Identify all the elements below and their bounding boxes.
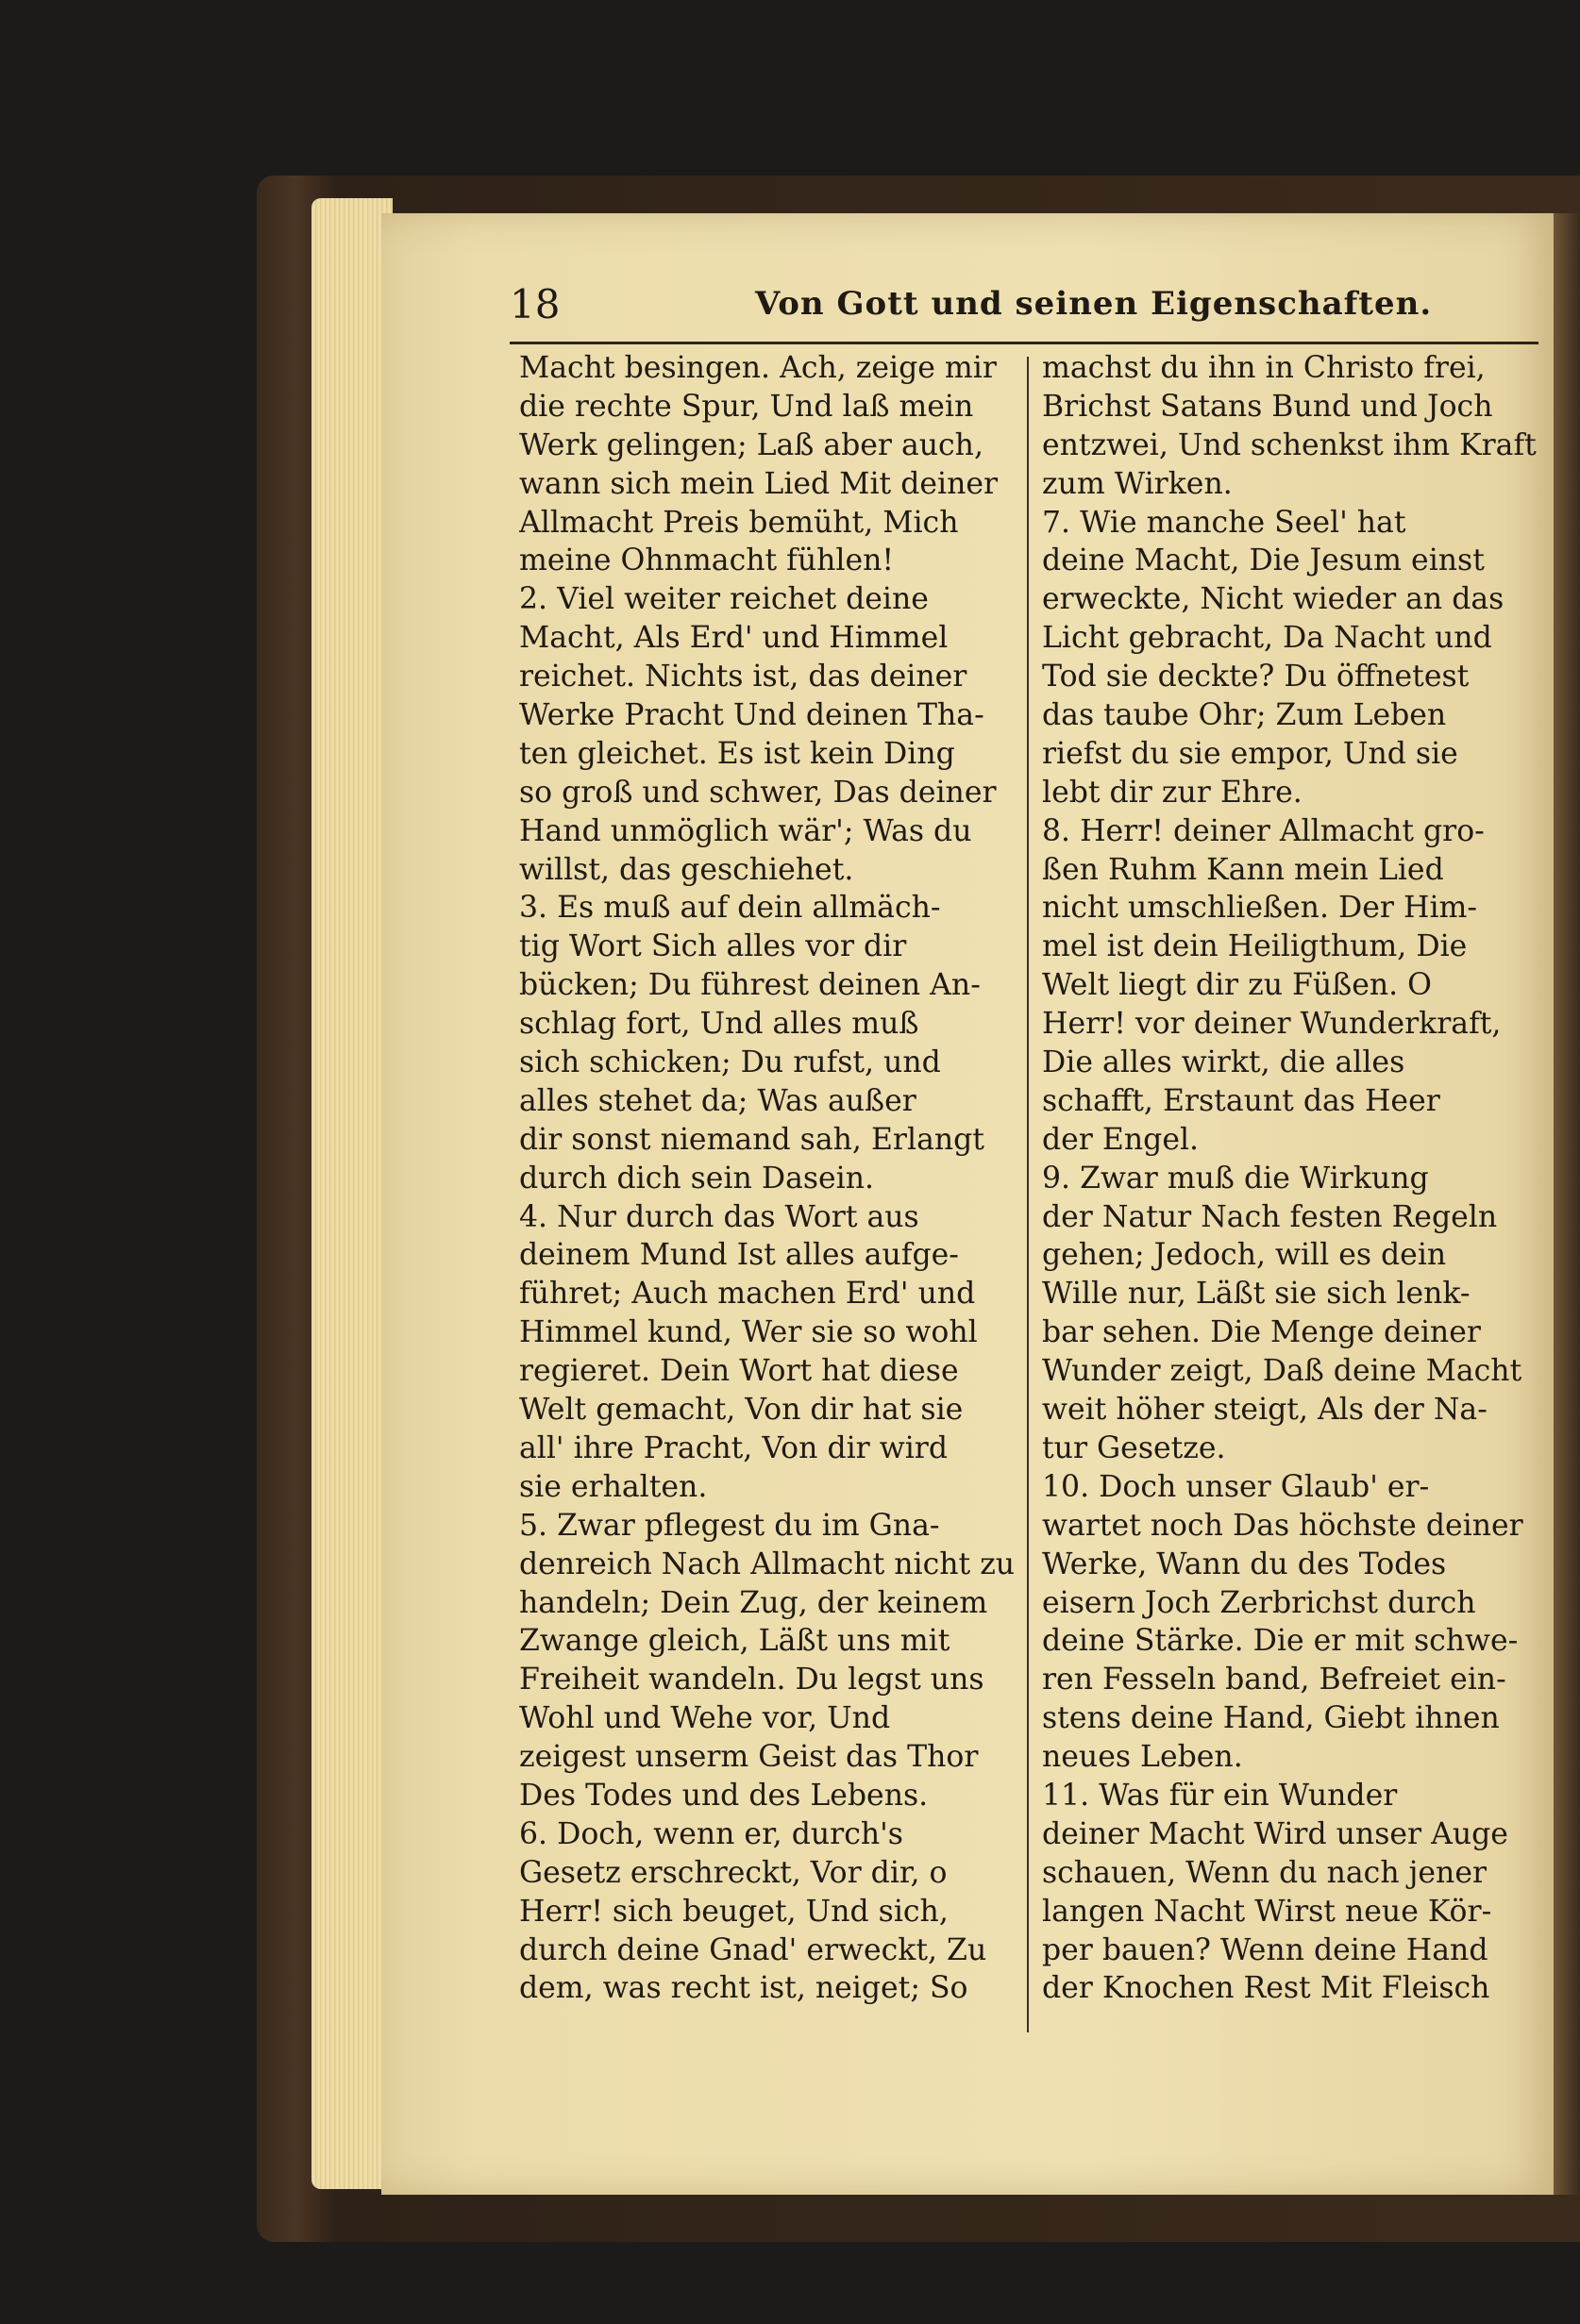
text-line: Wunder zeigt, Daß deine Macht	[1042, 1354, 1522, 1389]
text-line: deiner Macht Wird unser Auge	[1042, 1816, 1508, 1851]
text-line: tig Wort Sich alles vor dir	[519, 929, 907, 964]
text-line: willst, das geschiehet.	[519, 852, 854, 887]
text-line: Die alles wirkt, die alles	[1042, 1045, 1405, 1080]
running-head	[510, 276, 1538, 332]
text-line: 10. Doch unser Glaub' er-	[1042, 1469, 1430, 1504]
text-line: schlag fort, Und alles muß	[519, 1007, 919, 1042]
text-line: zum Wirken.	[1042, 466, 1233, 501]
text-line: Tod sie deckte? Du öffnetest	[1042, 660, 1470, 694]
text-line: neues Leben.	[1042, 1740, 1243, 1775]
text-line: Welt gemacht, Von dir hat sie	[519, 1393, 964, 1428]
right-column	[1042, 349, 1542, 2008]
text-line: der Engel.	[1042, 1122, 1200, 1157]
text-line: riefst du sie empor, Und sie	[1042, 736, 1458, 771]
text-line: per bauen? Wenn deine Hand	[1042, 1932, 1488, 1967]
text-line: sich schicken; Du rufst, und	[519, 1045, 941, 1080]
text-line: Welt liegt dir zu Füßen. O	[1042, 968, 1432, 1003]
text-line: das taube Ohr; Zum Leben	[1042, 698, 1447, 733]
text-line: schauen, Wenn du nach jener	[1042, 1855, 1488, 1890]
text-line: regieret. Dein Wort hat diese	[519, 1354, 959, 1389]
text-line: zeigest unserm Geist das Thor	[519, 1740, 979, 1775]
text-line: Werke Pracht Und deinen Tha-	[519, 698, 984, 733]
text-line: der Natur Nach festen Regeln	[1042, 1199, 1498, 1234]
text-line: ren Fesseln band, Befreiet ein-	[1042, 1663, 1506, 1697]
text-line: deine Macht, Die Jesum einst	[1042, 543, 1485, 578]
text-line: 6. Doch, wenn er, durch's	[519, 1816, 903, 1851]
text-line: deinem Mund Ist alles aufge-	[519, 1238, 959, 1273]
text-line: eisern Joch Zerbrichst durch	[1042, 1585, 1476, 1620]
text-line: Herr! vor deiner Wunderkraft,	[1042, 1007, 1502, 1042]
text-line: lebt dir zur Ehre.	[1042, 775, 1303, 810]
text-line: durch dich sein Dasein.	[519, 1161, 875, 1195]
text-line: 3. Es muß auf dein allmäch-	[519, 891, 941, 926]
text-line: durch deine Gnad' erweckt, Zu	[519, 1932, 987, 1967]
text-line: der Knochen Rest Mit Fleisch	[1042, 1971, 1490, 2006]
column-divider	[1027, 357, 1029, 2032]
text-line: Des Todes und des Lebens.	[519, 1778, 929, 1813]
text-line: Freiheit wandeln. Du legst uns	[519, 1663, 984, 1697]
text-line: sie erhalten.	[519, 1469, 708, 1504]
text-line: 9. Zwar muß die Wirkung	[1042, 1161, 1429, 1195]
text-line: Gesetz erschreckt, Vor dir, o	[519, 1855, 948, 1890]
text-line: 2. Viel weiter reichet deine	[519, 582, 929, 617]
text-line: gehen; Jedoch, will es dein	[1042, 1238, 1447, 1273]
text-line: Macht, Als Erd' und Himmel	[519, 621, 949, 656]
text-line: wartet noch Das höchste deiner	[1042, 1508, 1523, 1543]
text-line: stens deine Hand, Giebt ihnen	[1042, 1701, 1500, 1736]
text-line: 5. Zwar pflegest du im Gna-	[519, 1508, 940, 1543]
text-line: denreich Nach Allmacht nicht zu	[519, 1547, 1016, 1581]
text-line: 11. Was für ein Wunder	[1042, 1778, 1398, 1813]
text-line: Wohl und Wehe vor, Und	[519, 1701, 891, 1736]
text-line: weit höher steigt, Als der Na-	[1042, 1393, 1488, 1428]
text-line: erweckte, Nicht wieder an das	[1042, 582, 1504, 617]
text-line: deine Stärke. Die er mit schwe-	[1042, 1624, 1519, 1659]
text-line: so groß und schwer, Das deiner	[519, 775, 997, 810]
text-line: tur Gesetze.	[1042, 1430, 1226, 1465]
text-line: entzwei, Und schenkst ihm Kraft	[1042, 427, 1537, 462]
text-line: langen Nacht Wirst neue Kör-	[1042, 1894, 1492, 1929]
text-line: dem, was recht ist, neiget; So	[519, 1971, 968, 2006]
text-line: machst du ihn in Christo frei,	[1042, 351, 1486, 385]
text-line: Himmel kund, Wer sie so wohl	[519, 1315, 978, 1350]
text-line: die rechte Spur, Und laß mein	[519, 389, 974, 424]
text-line: Herr! sich beuget, Und sich,	[519, 1894, 949, 1929]
text-line: bücken; Du führest deinen An-	[519, 968, 981, 1003]
text-line: Allmacht Preis bemüht, Mich	[519, 505, 959, 540]
text-line: meine Ohnmacht fühlen!	[519, 543, 895, 578]
running-title: Von Gott und seinen Eigenschaften.	[755, 285, 1433, 323]
text-line: Macht besingen. Ach, zeige mir	[519, 351, 997, 385]
text-line: nicht umschließen. Der Him-	[1042, 891, 1478, 926]
text-line: all' ihre Pracht, Von dir wird	[519, 1430, 949, 1465]
book-spine-shadow	[1554, 213, 1580, 2195]
text-line: führet; Auch machen Erd' und	[519, 1277, 976, 1312]
left-column	[519, 349, 1019, 2008]
text-line: Wille nur, Läßt sie sich lenk-	[1042, 1277, 1471, 1312]
text-line: schafft, Erstaunt das Heer	[1042, 1083, 1440, 1118]
text-line: Brichst Satans Bund und Joch	[1042, 389, 1493, 424]
text-line: 8. Herr! deiner Allmacht gro-	[1042, 813, 1485, 848]
text-line: alles stehet da; Was außer	[519, 1083, 916, 1118]
text-line: Hand unmöglich wär'; Was du	[519, 813, 972, 848]
text-line: 4. Nur durch das Wort aus	[519, 1199, 919, 1234]
header-rule	[510, 342, 1538, 344]
text-line: 7. Wie manche Seel' hat	[1042, 505, 1406, 540]
text-line: Werk gelingen; Laß aber auch,	[519, 427, 983, 462]
text-line: ßen Ruhm Kann mein Lied	[1042, 852, 1444, 887]
text-line: ten gleichet. Es ist kein Ding	[519, 736, 955, 771]
text-line: mel ist dein Heiligthum, Die	[1042, 929, 1468, 964]
text-line: Licht gebracht, Da Nacht und	[1042, 621, 1492, 656]
text-line: wann sich mein Lied Mit deiner	[519, 466, 999, 501]
text-line: bar sehen. Die Menge deiner	[1042, 1315, 1481, 1350]
text-line: handeln; Dein Zug, der keinem	[519, 1585, 988, 1620]
text-line: Werke, Wann du des Todes	[1042, 1547, 1447, 1581]
text-line: Zwange gleich, Läßt uns mit	[519, 1624, 950, 1659]
text-line: dir sonst niemand sah, Erlangt	[519, 1122, 984, 1157]
page-number: 18	[510, 281, 561, 327]
text-line: reichet. Nichts ist, das deiner	[519, 660, 967, 694]
